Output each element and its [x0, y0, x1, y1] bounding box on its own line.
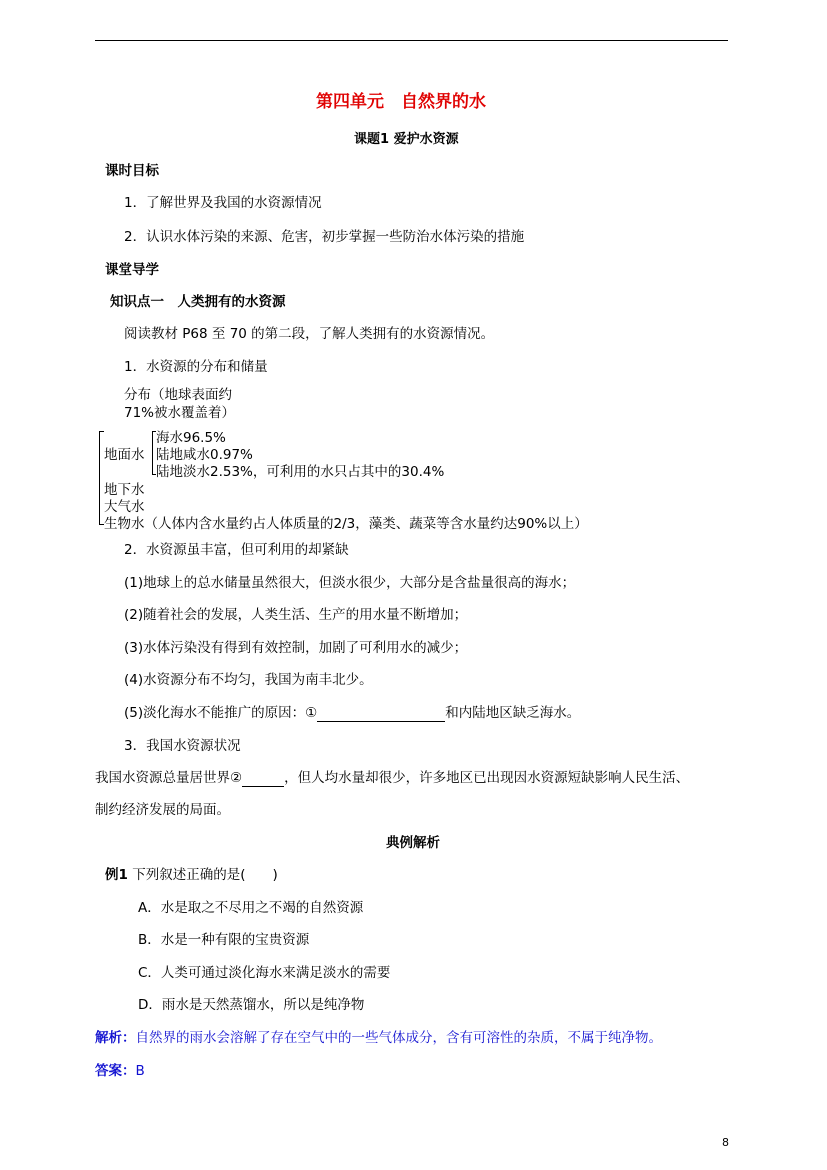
analysis-text: 自然界的雨水会溶解了存在空气中的一些气体成分，含有可溶性的杂质，不属于纯净物。 [135, 1030, 662, 1046]
reading-intro: 阅读教材 P68 至 70 的第二段，了解人类拥有的水资源情况。 [124, 326, 495, 342]
guide-heading: 课堂导学 [105, 262, 159, 278]
example-heading: 典例解析 [386, 835, 440, 851]
reason-5-text-end: 和内陆地区缺乏海水。 [445, 705, 581, 721]
distribution-line-2: 71%被水覆盖着） [124, 405, 236, 421]
china-status-line-2: 制约经济发展的局面。 [95, 802, 230, 818]
distribution-line-1: 分布（地球表面约 [124, 387, 232, 403]
answer [95, 1063, 145, 1079]
knowledge-point-heading: 知识点一 人类拥有的水资源 [110, 294, 286, 310]
section-2-heading: 2．水资源虽丰富，但可利用的却紧缺 [124, 542, 349, 558]
atmospheric-water-item: 大气水 [104, 499, 145, 515]
objectives-heading: 课时目标 [105, 163, 159, 179]
reason-item-5 [124, 705, 580, 722]
lesson-title: 课题1 爱护水资源 [354, 132, 459, 147]
objective-item: 2．认识水体污染的来源、危害，初步掌握一些防治水体污染的措施 [124, 229, 525, 245]
china-status-text: 我国水资源总量居世界② [95, 770, 243, 786]
bio-water-item: 生物水（人体内含水量约占人体质量的2/3，藻类、蔬菜等含水量约达90%以上） [104, 516, 588, 532]
page-number: 8 [722, 1136, 729, 1149]
surface-water-label: 地面水 [104, 447, 145, 463]
reason-5-text: (5)淡化海水不能推广的原因：① [124, 705, 318, 721]
option-d: D．雨水是天然蒸馏水，所以是纯净物 [138, 997, 365, 1013]
land-saltwater-item: 陆地咸水0.97% [156, 447, 253, 463]
option-a: A．水是取之不尽用之不竭的自然资源 [138, 900, 364, 916]
groundwater-item: 地下水 [104, 482, 145, 498]
reason-item: (3)水体污染没有得到有效控制，加剧了可利用水的减少； [124, 640, 468, 656]
china-status-line-1 [95, 770, 689, 787]
reason-item: (1)地球上的总水储量虽然很大，但淡水很少，大部分是含盐量很高的海水； [124, 575, 576, 591]
option-b: B．水是一种有限的宝贵资源 [138, 932, 310, 948]
analysis [95, 1030, 662, 1046]
land-freshwater-item: 陆地淡水2.53%，可利用的水只占其中的30.4% [156, 464, 445, 480]
example-question [105, 867, 278, 883]
section-3-heading: 3．我国水资源状况 [124, 738, 241, 754]
china-status-text-end: ，但人均水量却很少，许多地区已出现因水资源短缺影响人民生活、 [284, 770, 690, 786]
header-rule [95, 40, 728, 41]
option-c: C．人类可通过淡化海水来满足淡水的需要 [138, 965, 391, 981]
reason-item: (4)水资源分布不均匀，我国为南丰北少。 [124, 672, 373, 688]
blank-1[interactable] [317, 705, 445, 722]
analysis-label: 解析： [95, 1030, 136, 1046]
example-label: 例1 [105, 867, 128, 883]
blank-2[interactable] [242, 770, 284, 787]
answer-label: 答案： [95, 1063, 136, 1079]
section-1-heading: 1．水资源的分布和储量 [124, 359, 268, 375]
question-text: 下列叙述正确的是( ) [132, 867, 278, 883]
objective-item: 1．了解世界及我国的水资源情况 [124, 195, 322, 211]
unit-title: 第四单元 自然界的水 [316, 92, 486, 112]
seawater-item: 海水96.5% [156, 430, 226, 446]
answer-text: B [135, 1063, 145, 1079]
reason-item: (2)随着社会的发展，人类生活、生产的用水量不断增加； [124, 607, 468, 623]
